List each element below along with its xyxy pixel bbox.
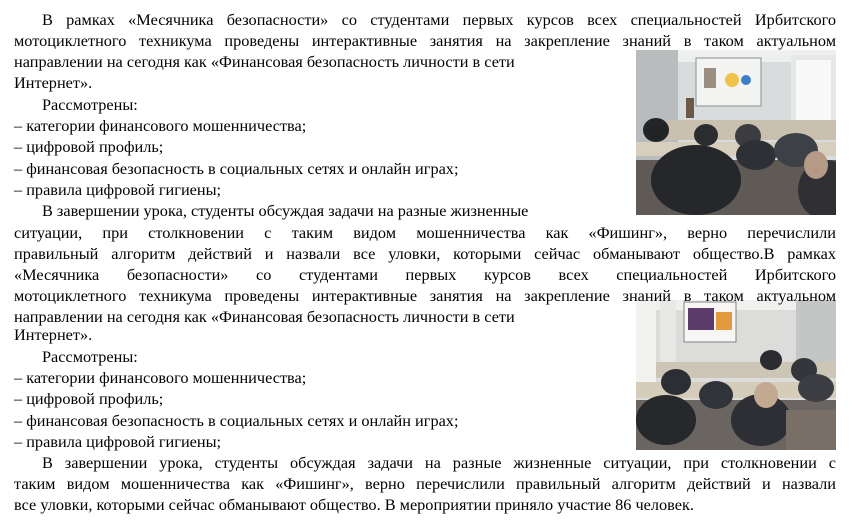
classroom-photo-image: [636, 300, 836, 450]
list-item: – правила цифровой гигиены;: [14, 180, 222, 199]
classroom-photo-top: [636, 50, 836, 215]
list-item: – категории финансового мошенничества;: [14, 368, 307, 387]
list-item: – правила цифровой гигиены;: [14, 432, 222, 451]
classroom-photo-image: [636, 50, 836, 215]
list-item: – финансовая безопасность в социальных сетях и онлайн играх;: [14, 159, 459, 178]
paragraph-line: В завершении урока, студенты обсуждая задачи на разные жизненные: [42, 201, 529, 220]
list-item: – цифровой профиль;: [14, 389, 164, 408]
paragraph-line: направлении на сегодня как «Финансовая безопасность личности в сети: [14, 307, 515, 326]
paragraph-line: мотоциклетного техникума проведены интерактивные занятия на закрепление знаний в таком актуальном: [14, 31, 836, 50]
paragraph-line: Интернет».: [14, 73, 93, 92]
list-item: – категории финансового мошенничества;: [14, 116, 307, 135]
list-item: – финансовая безопасность в социальных сетях и онлайн играх;: [14, 411, 459, 430]
paragraph-line: Рассмотрены:: [42, 347, 138, 366]
paragraph-line: Рассмотрены:: [42, 95, 138, 114]
paragraph-line: ситуации, при столкновении с таким видом мошенничества как «Фишинг», верно перечислили: [14, 223, 836, 242]
paragraph-line: мотоциклетного техникума проведены интерактивные занятия на закрепление знаний в таком актуальном: [14, 286, 836, 305]
classroom-photo-bottom: [636, 300, 836, 450]
paragraph-line: В завершении урока, студенты обсуждая задачи на разные жизненные ситуации, при столкновении с: [42, 453, 836, 472]
paragraph-line: «Месячника безопасности» со студентами первых курсов всех специальностей Ирбитского: [14, 265, 836, 284]
paragraph-line: все уловки, которыми сейчас обманывают общество. В мероприятии приняло участие 86 человек.: [14, 495, 694, 514]
paragraph-line: В рамках «Месячника безопасности» со студентами первых курсов всех специальностей Ирбитского: [42, 10, 836, 29]
paragraph-line: Интернет».: [14, 325, 93, 344]
paragraph-line: таким видом мошенничества как «Фишинг», верно перечислили правильный алгоритм действий и назвали: [14, 474, 836, 493]
paragraph-line: правильный алгоритм действий и назвали все уловки, которыми сейчас обманывают общество.В рамках: [14, 244, 836, 263]
paragraph-line: направлении на сегодня как «Финансовая безопасность личности в сети: [14, 52, 515, 71]
list-item: – цифровой профиль;: [14, 137, 164, 156]
